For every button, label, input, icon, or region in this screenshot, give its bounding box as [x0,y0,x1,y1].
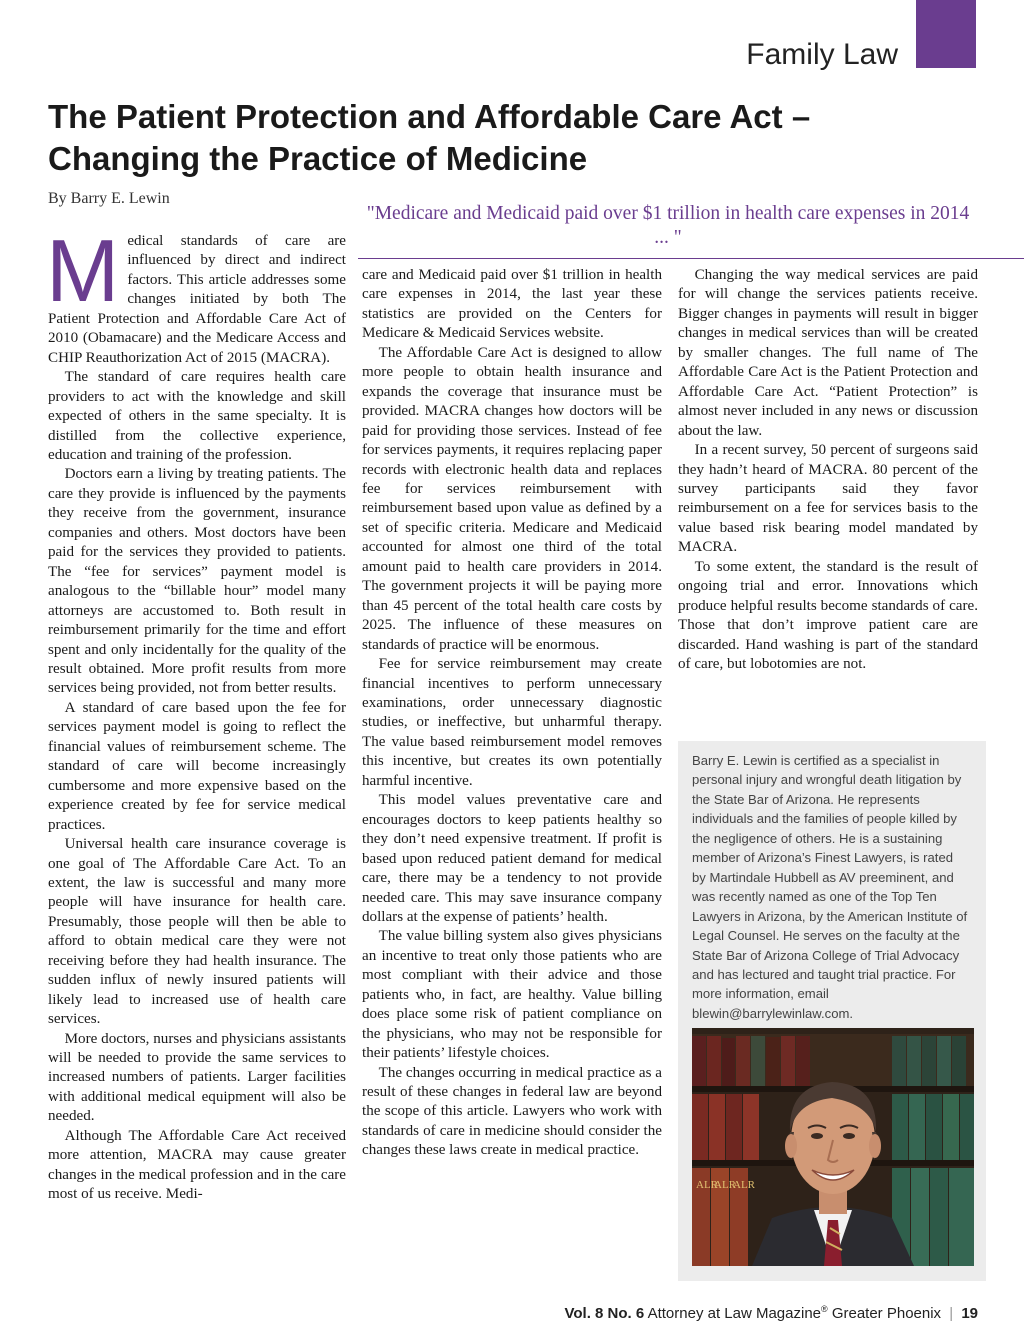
article-column-2 [362,266,662,1161]
pull-quote: "Medicare and Medicaid paid over $1 trillion in health care expenses in 2014 ... " [366,203,970,248]
section-label: Family Law [746,38,898,71]
book-spine-label: ALR [696,1179,718,1191]
article-title: The Patient Protection and Affordable Care Act – Changing the Practice of Medicine [48,98,811,177]
paragraph: Fee for service reimbursement may create financial incentives to perform unnecessary examinations, order unnecessary diagnostic studies, or ineffective, but unharmful therapy. The value based reimbursement model removes this incentive, but creates its own potentially harmful incentive. [362,656,662,789]
issue-volume: Vol. 8 No. 6 [564,1305,645,1322]
footer-separator: | [949,1305,954,1322]
page-number: 19 [961,1305,978,1322]
paragraph: Changing the way medical services are paid for will change the services patients receive. Bigger changes in payments will result in bigger changes in medical services than will be created by smaller changes. The full name of The Affordable Care Act is the Patient Protection and Affordable Care Act. “Patient Protection” is almost never included in any news or discussion about the law. [678,267,978,439]
drop-cap: M [46,221,120,320]
paragraph: More doctors, nurses and physicians assistants will be needed to provide the same services to increased numbers of patients. Larger facilities with additional medical equipment will also be needed. [48,1030,346,1125]
paragraph: The Affordable Care Act is designed to allow more people to obtain health insurance and expands the coverage that insurance must be provided. MACRA changes how doctors will be paid for providing those services. Instead of fee for services payments, it requires replacing paper records with electronic health data and replaces fee for services reimbursement with reimbursement based upon value as defined by a set of specific criteria. Medicare and Medicaid accounted for almost one third of the total amount paid to health care providers in 2014. The government projects it will be paying more than 45 percent of the total health care costs by 2025. The influence of these measures on standards of practice will be enormous. [362,344,662,653]
book-spine-label: ALR [733,1179,755,1191]
magazine-edition: Greater Phoenix [831,1305,942,1322]
magazine-name: Attorney at Law Magazine [647,1305,822,1322]
article-column-1 [46,221,346,1205]
paragraph: The changes occurring in medical practice as a result of these changes in federal law are beyond the scope of this article. Lawyers who work with standards of care in medicine should consider the changes these laws create in medical practice. [362,1064,662,1159]
paragraph: Doctors earn a living by treating patients. The care they provide is influenced by the payments they receive from the government, insurance companies and others. Most doctors have been paid for the services they provided to patients. The “fee for services” payment model is analogous to the “billable hour” model many attorneys are accustomed to. Both result in reimbursement primarily for the time and effort spent and only incidentally for the quality of the result obtained. More profit results from more services being provided, not from better results. [48,466,346,697]
paragraph: Although The Affordable Care Act received more attention, MACRA may cause greater changes in the medical profession and in the care most of us receive. Medi- [48,1127,346,1203]
section-color-tab [916,0,976,68]
registered-mark: ® [821,1304,828,1314]
byline: By Barry E. Lewin [48,190,170,207]
paragraph: In a recent survey, 50 percent of surgeons said they hadn’t heard of MACRA. 80 percent of the survey participants said they favor reimbursement on a fee for services basis to the value based risk bearing model mandated by MACRA. [678,442,978,556]
paragraph: The standard of care requires health care providers to act with the knowledge and skill expected of others in the same specialty. It is distilled from the collective experience, education and training of the profession. [48,369,346,463]
paragraph: care and Medicaid paid over $1 trillion in health care expenses in 2014, the last year these statistics are provided on the Centers for Medicare & Medicaid Services website. [362,267,662,342]
paragraph: The value billing system also gives physicians an incentive to treat only those patients who are most compliant with their advice and those patients who, in fact, are healthy. Value billing does place some risk of patient compliance on the physicians, who may not be responsible for their patients’ lifestyle choices. [362,928,662,1062]
author-photo [692,1028,974,1266]
book-spine-label: ALR [714,1179,736,1191]
paragraph: This model values preventative care and encourages doctors to keep patients healthy so they don’t need expensive treatment. If profit is based upon reduced patient demand for medical care, there may be a tendency to not provide needed care. This may save insurance company dollars at the expense of patients’ health. [362,792,662,925]
paragraph: To some extent, the standard is the result of ongoing trial and error. Innovations which produce helpful results become standards of care. Those that don’t improve patient care are discarded. Hand washing is part of the standard of care, but lobotomies are not. [678,558,978,673]
author-bio-box [678,741,986,1281]
author-bio: Barry E. Lewin is certified as a specialist in personal injury and wrongful death litigation by the State Bar of Arizona. He represents individuals and the families of people killed by the negligence of others. He is a sustaining member of Arizona’s Finest Lawyers, is rated by Martindale Hubbell as AV preeminent, and was recently named as one of the Top Ten Lawyers in Arizona, by the American Institute of Legal Counsel. He serves on the faculty at the State Bar of Arizona College of Trial Advocacy and has lectured and taught trial practice. For more information, email blewin@barrylewinlaw.com. [692,753,968,1021]
author-portrait-illustration [692,1028,974,1266]
paragraph: Universal health care insurance coverage is one goal of The Affordable Care Act. To an extent, the law is successful and many more people will have insurance for health care. Presumably, those people will then be able to afford to obtain medical care they were not receiving before they had health insurance. The sudden influx of newly insured patients will likely lead to increased use of health care services. [48,836,346,1028]
pull-quote-divider [358,258,1024,259]
paragraph: A standard of care based upon the fee for services payment model is going to reflect the financial values of reimbursement scheme. The standard of care will become increasingly cumbersome and more expensive based on the experience created by fee for service medical practices. [48,699,346,833]
article-column-3 [678,266,978,675]
paragraph: Medical standards of care are influenced by direct and indirect factors. This article addresses some changes initiated by both The Patient Protection and Affordable Care Act of 2010 (Obamacare) and the Medicare Access and CHIP Reauthorization Act of 2015 (MACRA). [46,221,346,366]
page-footer [564,1304,978,1322]
